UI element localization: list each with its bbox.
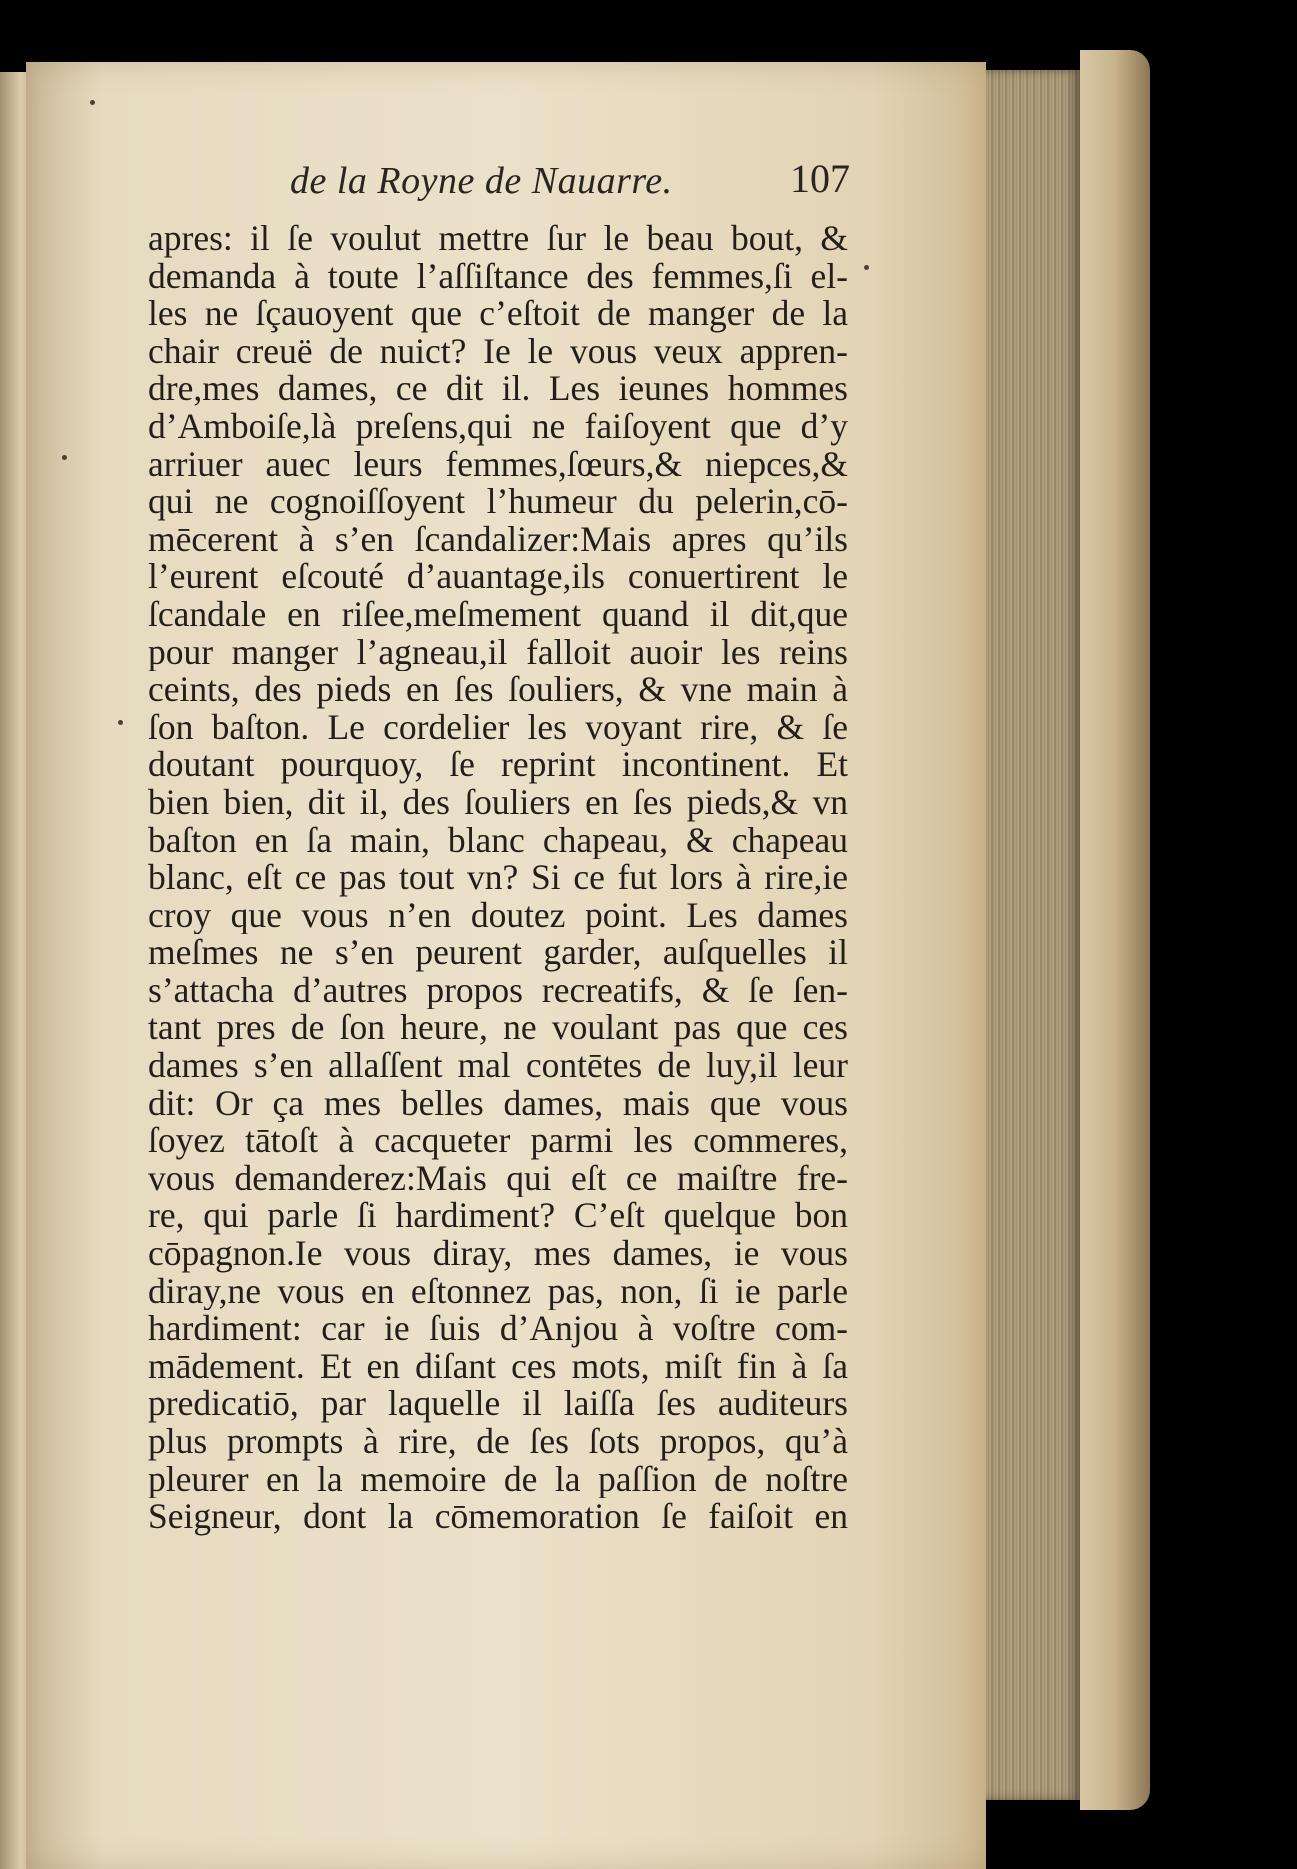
text-line: apres: il ſe voulut mettre ſur le beau bout, &: [148, 220, 848, 258]
text-line: les ne ſçauoyent que c’eſtoit de manger de la: [148, 295, 848, 333]
text-line: l’eurent eſcouté d’auantage,ils conuertirent le: [148, 558, 848, 596]
text-line: dit: Or ça mes belles dames, mais que vous: [148, 1084, 848, 1123]
text-line: tant pres de ſon heure, ne voulant pas que ces: [148, 1009, 848, 1048]
book-binding: [1080, 50, 1150, 1810]
text-line: ſoyez tātoſt à cacqueter parmi les commeres,: [148, 1122, 848, 1160]
page-number: 107: [790, 156, 850, 201]
text-line: dames s’en allaſſent mal contētes de luy,il leur: [148, 1047, 848, 1085]
text-line: doutant pourquoy, ſe reprint incontinent. Et: [148, 746, 848, 784]
text-line: mēcerent à s’en ſcandalizer:Mais apres qu’ils: [148, 520, 848, 559]
text-line: plus prompts à rire, de ſes ſots propos, qu’à: [148, 1423, 848, 1461]
text-line: vous demanderez:Mais qui eſt ce maiſtre fre-: [148, 1159, 848, 1198]
text-line: baſton en ſa main, blanc chapeau, & chapeau: [148, 821, 848, 860]
text-line: pour manger l’agneau,il falloit auoir les reins: [148, 633, 848, 672]
text-line: qui ne cognoiſſoyent l’humeur du pelerin,cō-: [148, 483, 848, 521]
running-title: de la Royne de Nauarre.: [290, 160, 673, 202]
text-line: dre,mes dames, ce dit il. Les ieunes hommes: [148, 370, 848, 408]
text-line: re, qui parle ſi hardiment? C’eſt quelque bon: [148, 1197, 848, 1236]
ink-speck: [118, 720, 123, 725]
text-line: Seigneur, dont la cōmemoration ſe faiſoit en: [148, 1498, 848, 1536]
text-line: d’Amboiſe,là preſens,qui ne faiſoyent que d’y: [148, 407, 848, 446]
text-line: bien bien, dit il, des ſouliers en ſes pieds,& vn: [148, 783, 848, 822]
body-text: [148, 220, 848, 1536]
text-line: ſon baſton. Le cordelier les voyant rire, & ſe: [148, 708, 848, 747]
ink-speck: [62, 455, 67, 460]
text-line: croy que vous n’en doutez point. Les dames: [148, 896, 848, 935]
text-line: chair creuë de nuict? Ie le vous veux appren-: [148, 332, 848, 371]
text-line: s’attacha d’autres propos recreatifs, & ſe ſen-: [148, 971, 848, 1010]
text-line: pleurer en la memoire de la paſſion de noſtre: [148, 1460, 848, 1499]
text-line: ſcandale en riſee,meſmement quand il dit,que: [148, 595, 848, 634]
ink-speck: [90, 100, 95, 105]
text-line: meſmes ne s’en peurent garder, auſquelles il: [148, 934, 848, 972]
text-line: arriuer auec leurs femmes,ſœurs,& niepces,&: [148, 445, 848, 484]
text-line: blanc, eſt ce pas tout vn? Si ce fut lors à rire,ie: [148, 859, 848, 897]
text-line: ceints, des pieds en ſes ſouliers, & vne main à: [148, 671, 848, 709]
text-line: hardiment: car ie ſuis d’Anjou à voſtre com-: [148, 1310, 848, 1348]
text-line: demanda à toute l’aſſiſtance des femmes,ſi el-: [148, 257, 848, 296]
page-header: [290, 155, 850, 205]
text-line: predicatiō, par laquelle il laiſſa ſes auditeurs: [148, 1385, 848, 1423]
text-line: diray,ne vous en eſtonnez pas, non, ſi ie parle: [148, 1272, 848, 1311]
text-line: cōpagnon.Ie vous diray, mes dames, ie vous: [148, 1235, 848, 1273]
ink-speck: [864, 265, 869, 270]
text-line: mādement. Et en diſant ces mots, miſt fin à ſa: [148, 1347, 848, 1386]
